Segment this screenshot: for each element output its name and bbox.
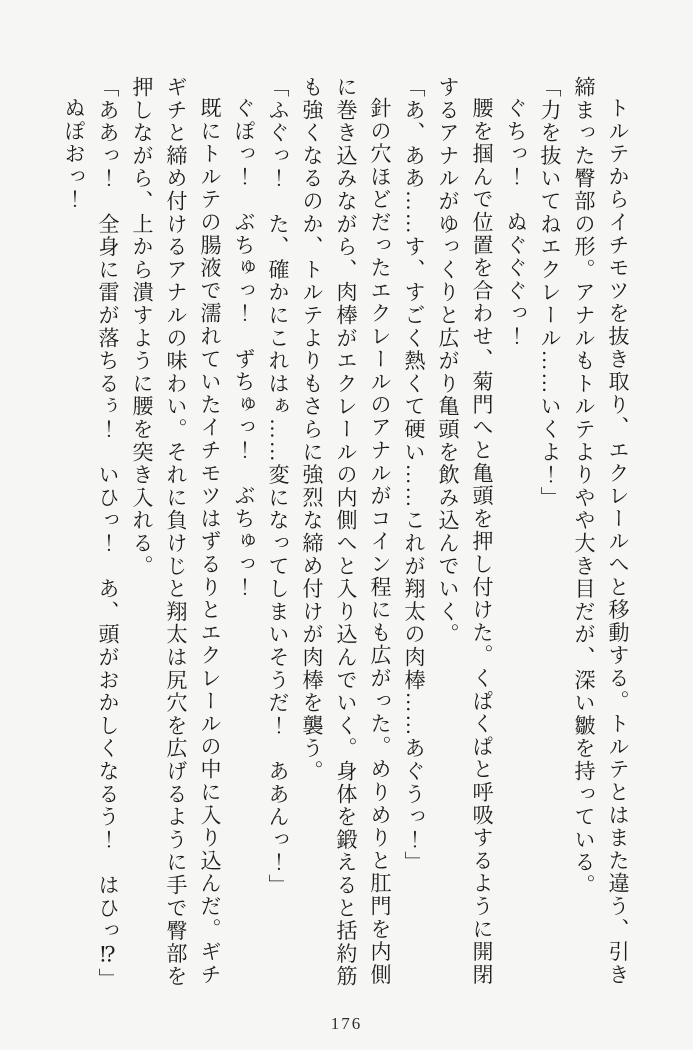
page-number: 176	[330, 1014, 363, 1033]
narration-paragraph: 腰を掴んで位置を合わせ、菊門へと亀頭を押し付けた。くぱくぱと呼吸するように開閉するアナルがゆっくりと広がり亀頭を飲み込んでいく。	[436, 76, 494, 987]
narration-paragraph: 針の穴ほどだったエクレールのアナルがコイン程にも広がった。めりめりと肛門を内側に巻き込みながら、肉棒がエクレールの内側へと入り込んでいく。身体を鍛えると括約筋も強くなるのか、トルテよりもさらに強烈な締め付けが肉棒を襲う。	[300, 76, 392, 988]
sfx-line: ぐちっ！ ぬぐぐぐっ！	[504, 97, 528, 348]
sfx-line: ぐぽっ！ ぶちゅっ！ ずちゅっ！ ぶちゅっ！	[232, 97, 256, 599]
dialogue-line: 「ああっ！ 全身に雷が落ちるぅ！ いひっ！ あ、頭がおかしくなるう！ はひっ⁉」	[96, 76, 120, 991]
dialogue-line: 「力を抜いてねエクレール……いくよ！」	[538, 76, 562, 510]
sfx-line: ぬぽおっ！	[62, 97, 86, 211]
vertical-text-block	[47, 76, 635, 998]
dialogue-line: 「あ、ああ……す、すごく熱くて硬い……これが翔太の肉棒……あぐうっ！」	[402, 76, 426, 874]
narration-paragraph: 既にトルテの腸液で濡れていたイチモツはずるりとエクレールの中に入り込んだ。ギチギチと締め付けるアナルの味わい。それに負けじと翔太は尻穴を広げるように手で臀部を押しながら、上から潰すように腰を突き入れる。	[130, 76, 222, 988]
dialogue-line: 「ふぐっ！ た、確かにこれはぁ……変になってしまいそうだ！ ああんっ！」	[266, 76, 290, 897]
narration-paragraph: トルテからイチモツを抜き取り、エクレールへと移動する。トルテとはまた違う、引き締まった臀部の形。アナルもトルテよりやや大き目だが、深い皺を持っている。	[572, 76, 630, 987]
